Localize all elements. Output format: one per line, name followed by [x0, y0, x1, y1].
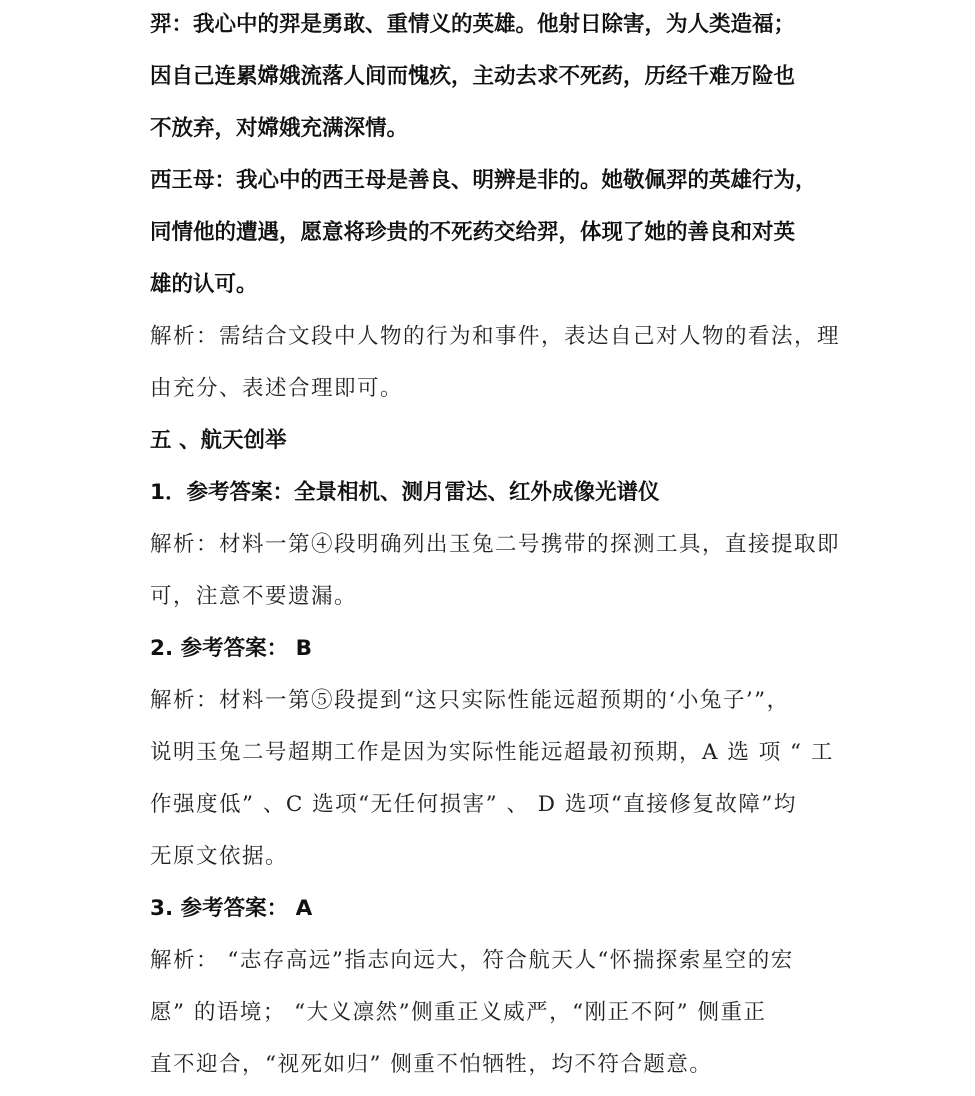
- q1-analysis-line-1: 解析：材料一第④段明确列出玉兔二号携带的探测工具，直接提取即: [150, 532, 841, 557]
- q3-analysis-line-1: 解析： “志存高远”指志向远大，符合航天人“怀揣探索星空的宏: [150, 948, 794, 973]
- analysis-line-1: 解析：需结合文段中人物的行为和事件，表达自己对人物的看法，理: [150, 324, 841, 349]
- q2-answer: 2. 参考答案： B: [150, 636, 312, 661]
- q2-analysis-line-1: 解析：材料一第⑤段提到“这只实际性能远超预期的‘小兔子’”，: [150, 688, 790, 713]
- q2-analysis-line-2: 说明玉兔二号超期工作是因为实际性能远超最初预期，A 选 项 “ 工: [150, 740, 834, 765]
- q3-analysis-line-2: 愿” 的语境； “大义凛然”侧重正义威严，“刚正不阿” 侧重正: [150, 1000, 767, 1025]
- answer-xiwangmu-line-2: 同情他的遭遇，愿意将珍贵的不死药交给羿，体现了她的善良和对英: [150, 220, 796, 245]
- q1-answer: 1．参考答案：全景相机、测月雷达、红外成像光谱仪: [150, 480, 660, 505]
- answer-xiwangmu-line-1: 西王母：我心中的西王母是善良、明辨是非的。她敬佩羿的英雄行为，: [150, 168, 817, 193]
- q1-analysis-line-2: 可，注意不要遗漏。: [150, 584, 358, 609]
- analysis-line-2: 由充分、表述合理即可。: [150, 376, 404, 401]
- answer-hou-yi-line-3: 不放弃，对嫦娥充满深情。: [150, 116, 409, 141]
- section-heading: 五 、航天创举: [150, 428, 287, 453]
- q2-analysis-line-3: 作强度低” 、C 选项“无任何损害” 、 D 选项“直接修复故障”均: [150, 792, 797, 817]
- answer-xiwangmu-line-3: 雄的认可。: [150, 272, 258, 297]
- answer-hou-yi-line-2: 因自己连累嫦娥流落人间而愧疚，主动去求不死药，历经千难万险也: [150, 64, 796, 89]
- q2-analysis-line-4: 无原文依据。: [150, 844, 289, 869]
- answer-hou-yi-line-1: 羿：我心中的羿是勇敢、重情义的英雄。他射日除害，为人类造福；: [150, 12, 796, 37]
- q3-analysis-line-3: 直不迎合，“视死如归” 侧重不怕牺牲，均不符合题意。: [150, 1052, 713, 1077]
- q3-answer: 3. 参考答案： A: [150, 896, 313, 921]
